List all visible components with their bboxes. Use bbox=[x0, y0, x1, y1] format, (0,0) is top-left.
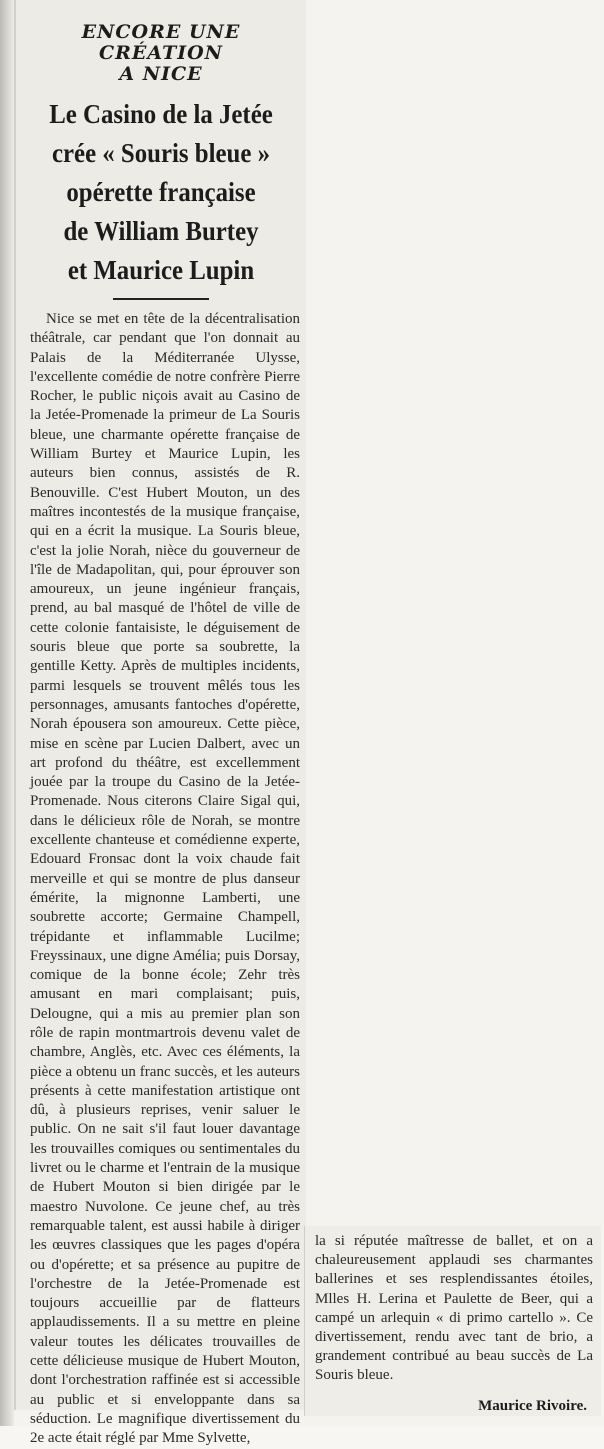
article-body-column-2 bbox=[305, 1226, 601, 1386]
kicker-line-2: A NICE bbox=[119, 63, 203, 85]
author-signature: Maurice Rivoire. bbox=[478, 1397, 587, 1414]
headline-line-1: Le Casino de la Jetée bbox=[49, 99, 273, 129]
article-body-column-1 bbox=[16, 310, 306, 1449]
headline-line-5: et Maurice Lupin bbox=[67, 255, 255, 285]
headline-line-4: de William Burtey bbox=[63, 216, 259, 246]
headline-line-3: opérette française bbox=[66, 177, 256, 207]
headline bbox=[28, 95, 295, 290]
article-column-1 bbox=[14, 0, 306, 1447]
body-text-column-2: la si réputée maîtresse de ballet, et on a chaleureusement applaudi ses charmantes ballerines et ses resplendissantes étoiles, Mlles H. Lerina et Paulette de Beer, qui a campé un arlequin « di primo cartello ». Ce divertissement, rendu avec tant de brio, a grandement contribué au beau succès de La Souris bleue. bbox=[315, 1233, 593, 1384]
scan-edge-shadow bbox=[0, 0, 14, 1426]
headline-line-2: crée « Souris bleue » bbox=[51, 138, 271, 168]
article-column-2 bbox=[304, 1226, 601, 1416]
body-text-column-1: Nice se met en tête de la décentralisation théâtrale, car pendant que l'on donnait au Palais de la Méditerranée Ulysse, l'excellente comédie de notre confrère Pierre Rocher, le public niçois avait au Casino de la Jetée-Promenade la primeur de La Souris bleue, une charmante opérette française de William Burtey et Maurice Lupin, les auteurs bien connus, assistés de R. Benouville. C'est Hubert Mouton, un des maîtres incontestés de la musique française, qui en a écrit la musique. La Souris bleue, c'est la jolie Norah, nièce du gouverneur de l'île de Madapolitan, qui, pour éprouver son amoureux, un jeune ingénieur français, prend, au bal masqué de l'hôtel de ville de cette colonie fantaisiste, le déguisement de souris bleue que porte sa soubrette, la gentille Ketty. Après de multiples incidents, parmi lesquels se trouvent mêlés tous les personnages, amusants fantoches d'opérette, Norah épousera son amoureux. Cette pièce, mise en scène par Lucien Dalbert, avec un art profond du théâtre, est excellemment jouée par la troupe du Casino de la Jetée-Promenade. Nous citerons Claire Sigal qui, dans le délicieux rôle de Norah, se montre excellente chanteuse et comédienne experte, Edouard Fronsac dont la voix chaude fait merveille et qui se montre de plus danseur émérite, la mignonne Lamberti, une soubrette accorte; Germaine Champell, trépidante et inflammable Lucilme; Freyssinaux, une digne Amélia; puis Dorsay, comique de la bonne école; Zehr très amusant en mari complaisant; puis, Delougne, qui a mis au premier plan son rôle de rapin montmartrois devenu valet de chambre, Anglès, etc. Avec ces éléments, la pièce a obtenu un franc succès, et les auteurs présents à cette manifestation artistique ont dû, à plusieurs reprises, venir saluer le public. On ne sait s'il faut louer davantage les trouvailles comiques ou sentimentales du livret ou le charme et l'entrain de la musique de Hubert Mouton si bien dirigée par le maestro Nuvolone. Ce jeune chef, au très remarquable talent, est aussi habile à diriger les œuvres classiques que les pages d'opéra ou d'opérette; et sa présence au pupitre de l'orchestre de la Jetée-Promenade est toujours accueillie par de flatteurs applaudissements. Il a su mettre en pleine valeur toutes les délicates trouvailles de cette délicieuse musique de Hubert Mouton, dont l'orchestration raffinée est si accessible au public et si enveloppante dans sa séduction. Le magnifique divertissement du 2e acte était réglé par Mme Sylvette, bbox=[30, 311, 300, 1447]
headline-divider bbox=[113, 298, 209, 300]
kicker-heading bbox=[16, 22, 306, 85]
kicker-line-1: ENCORE UNE CRÉATION bbox=[81, 21, 241, 64]
